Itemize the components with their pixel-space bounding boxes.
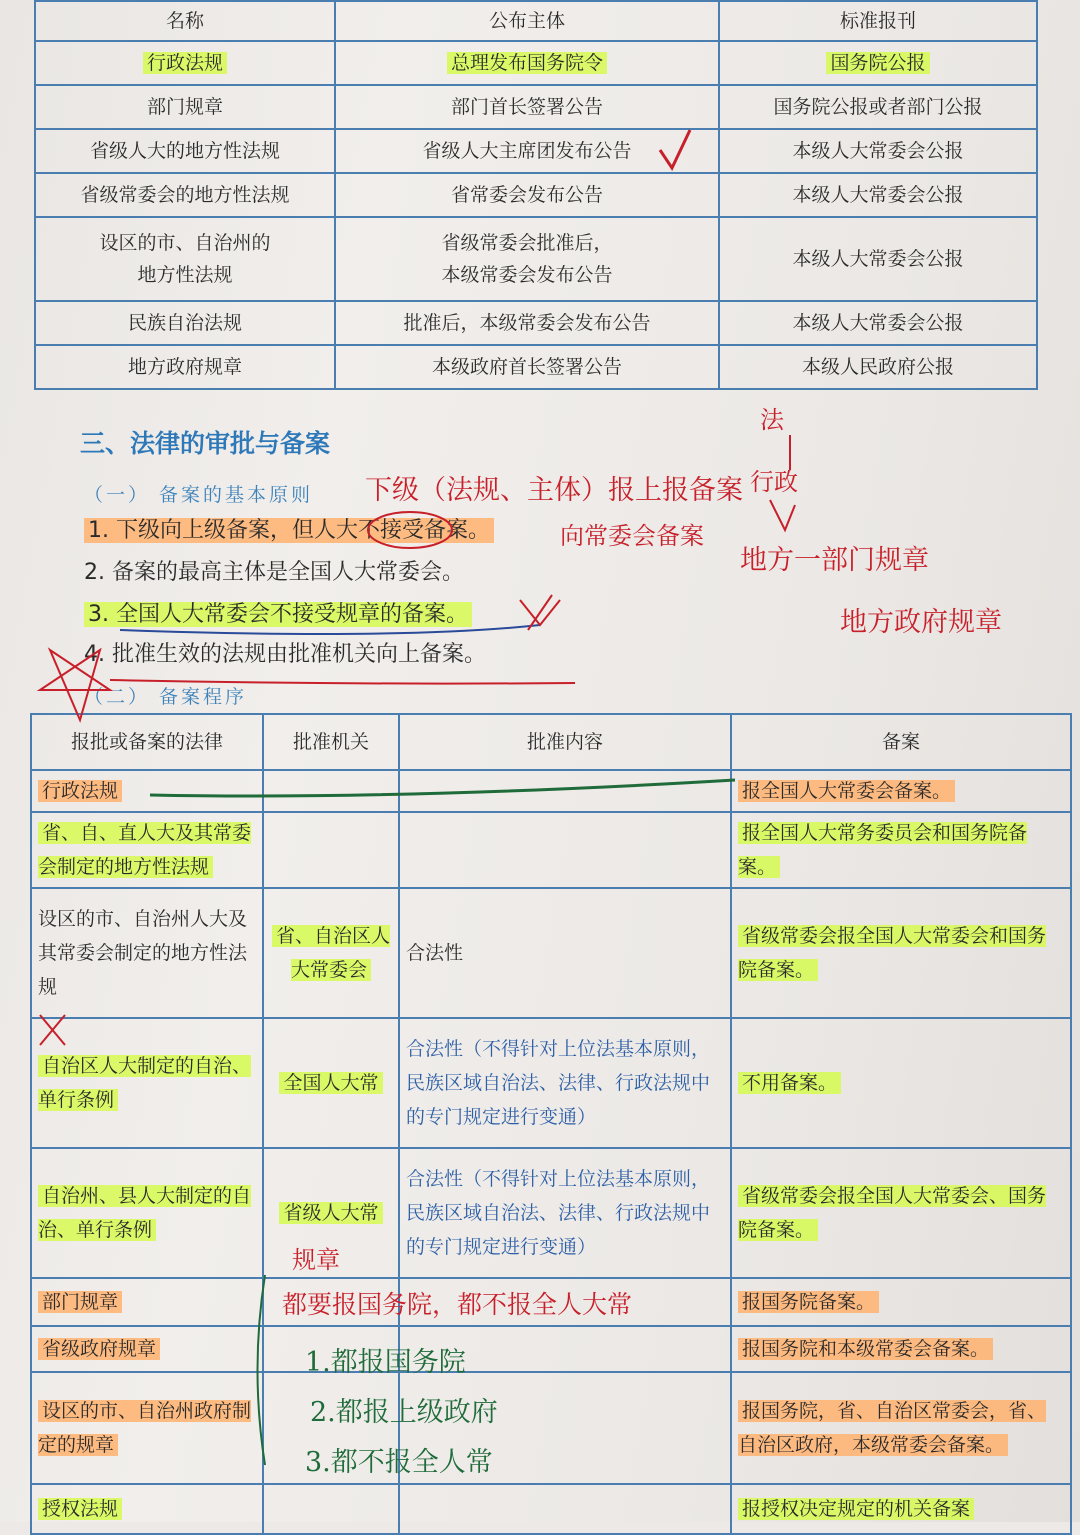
cell: 报全国人大常务委员会和国务院备案。 [738,822,1028,878]
principle-item: 1. 下级向上级备案，但人大不接受备案。 [84,514,494,548]
underline-mark-icon [110,680,575,684]
handwritten-note: 都要报国务院，都不报全人大常 [282,1290,633,1319]
cell: 设区的市、自治州政府制定的规章 [38,1400,252,1456]
principle-item: 2. 备案的最高主体是全国人大常委会。 [84,560,464,585]
star-mark-icon [520,595,560,630]
handwritten-note: 地方政府规章 [840,607,1002,638]
cell: 全国人大常 [279,1072,382,1094]
section-title: 三、法律的审批与备案 [80,429,331,458]
handwritten-note: 向常委会备案 [560,522,704,550]
cell: 国务院公报 [826,52,929,74]
header-filing: 备案 [731,714,1071,770]
cell: 地方政府规章 [35,345,335,389]
cell: 省级人大主席团发布公告 [335,129,719,173]
cell: 不用备案。 [738,1072,841,1094]
handwritten-note: 法 [760,406,784,434]
cell: 本级人大常委会公报 [719,217,1037,301]
brace-mark-icon [258,1275,266,1465]
header-name: 名称 [35,1,335,41]
handwritten-note: 规章 [292,1246,340,1274]
cell: 批准后，本级常委会发布公告 [335,301,719,345]
cell: 设区的市、自治州人大及其常委会制定的地方性法规 [31,888,263,1018]
cell: 部门规章 [35,85,335,129]
underline-mark-icon [150,780,735,796]
cell: 国务院公报或者部门公报 [719,85,1037,129]
cell: 部门首长签署公告 [335,85,719,129]
check-mark-icon [660,130,690,168]
handwritten-note: 地方一部门规章 [740,545,929,576]
cell: 报全国人大常委会备案。 [738,780,955,802]
cell: 本级人大常委会公报 [719,129,1037,173]
cell: 本级政府首长签署公告 [335,345,719,389]
cell: 省级常委会的地方性法规 [35,173,335,217]
handwritten-note: 下级（法规、主体）报上报备案 [365,475,743,506]
cell: 省级人大的地方性法规 [35,129,335,173]
header-publisher: 公布主体 [335,1,719,41]
cell: 民族自治法规 [35,301,335,345]
cell: 合法性（不得针对上位法基本原则，民族区域自治法、法律、行政法规中的专门规定进行变通） [399,1148,731,1278]
star-mark-icon [40,650,110,720]
subsection-heading: （一） 备案的基本原则 [84,484,314,506]
cell: 部门规章 [38,1291,122,1313]
cell: 报国务院，省、自治区常委会，省、自治区政府，本级常委会备案。 [738,1400,1047,1456]
cell: 本级人民政府公报 [719,345,1037,389]
underline-mark-icon [120,625,540,634]
cell: 设区的市、自治州的 地方性法规 [35,217,335,301]
cell: 报国务院备案。 [738,1291,879,1313]
cell: 省级人大常 [279,1202,382,1224]
cell: 自治区人大制定的自治、单行条例 [38,1055,252,1111]
cell: 本级人大常委会公报 [719,301,1037,345]
principle-item: 3. 全国人大常委会不接受规章的备案。 [84,598,472,632]
handwritten-note: 1.都报国务院 [305,1347,466,1378]
cell: 省级常委会报全国人大常委会和国务院备案。 [738,925,1047,981]
header-journal: 标准报刊 [719,1,1037,41]
subsection-heading: （二） 备案程序 [84,686,248,708]
cell: 自治州、县人大制定的自治、单行条例 [38,1185,252,1241]
handwritten-note: 3.都不报全人常 [305,1447,493,1478]
header-organ: 批准机关 [263,714,399,770]
cell: 省常委会发布公告 [335,173,719,217]
cell: 报国务院和本级常委会备案。 [738,1338,993,1360]
cell: 省级常委会报全国人大常委会、国务院备案。 [738,1185,1047,1241]
header-content: 批准内容 [399,714,731,770]
cell: 合法性 [399,888,731,1018]
cell: 行政法规 [143,52,227,74]
cell: 合法性（不得针对上位法基本原则，民族区域自治法、法律、行政法规中的专门规定进行变通） [399,1018,731,1148]
cross-mark-icon [40,1015,65,1045]
cell: 报授权决定规定的机关备案 [738,1498,974,1520]
circle-mark-icon [368,512,452,548]
header-law: 报批或备案的法律 [31,714,263,770]
cell: 授权法规 [38,1498,122,1520]
cell: 总理发布国务院令 [447,52,607,74]
handwritten-note: 2.都报上级政府 [310,1397,498,1428]
cell: 本级人大常委会公报 [719,173,1037,217]
cell: 省、自、直人大及其常委会制定的地方性法规 [38,822,252,878]
principle-item: 4. 批准生效的法规由批准机关向上备案。 [84,642,486,667]
cell: 省级常委会批准后， 本级常委会发布公告 [335,217,719,301]
handwritten-note: 行政 [750,468,798,496]
cell: 省级政府规章 [38,1338,160,1360]
cell: 省、自治区人大常委会 [272,925,390,981]
cell: 行政法规 [38,780,122,802]
